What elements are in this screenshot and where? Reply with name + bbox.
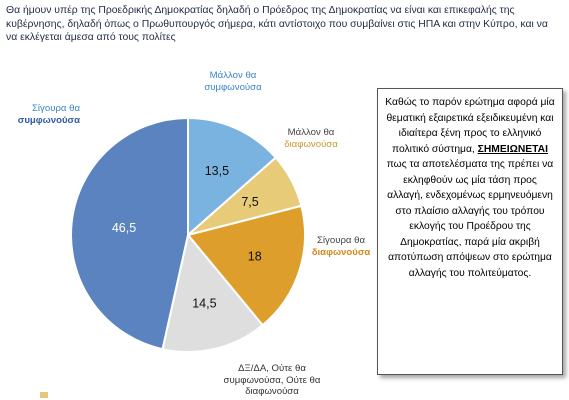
label-mallon-symfonousa-line1: Μάλλον θα: [209, 70, 257, 81]
label-sigoura-symfonousa-line2: συμφωνούσα: [17, 114, 80, 126]
label-mallon-symfonousa-line2: συμφωνούσα: [204, 81, 262, 93]
label-sigoura-symfonousa-line1: Σίγουρα θα: [32, 103, 80, 114]
value-label-mallon-diafonousa: 7,5: [241, 195, 259, 210]
note-text-2: πως τα αποτελέσματα της πρέπει να εκληφθούν ως μία τάση προς αλλαγή, ενδεχομένως ερμηνευόμενη στο πλαίσιο αλλαγής του τρόπου εκλογής του Προέδρου της Δημοκρατίας, παρά μία ακριβή αποτύπωση απόψεων στο ερώτημα αλλαγής του πολιτεύματος.: [386, 159, 554, 279]
label-sigoura-symfonousa: [0, 103, 80, 126]
label-mallon-symfonousa: [188, 70, 278, 93]
label-sigoura-diafonousa-line2: διαφωνούσα: [311, 246, 371, 258]
note-emphasis: ΣΗΜΕΙΩΝΕΤΑΙ: [477, 143, 548, 155]
value-label-dxda: 14,5: [192, 296, 217, 311]
value-label-mallon-symfonousa: 13,5: [204, 164, 230, 179]
value-label-sigoura-diafonousa: 18: [247, 249, 262, 264]
label-dxda-line3: διαφωνούσα: [245, 386, 299, 397]
methodology-note: [377, 88, 563, 375]
label-dxda-line1: ΔΞ/ΔΑ, Ούτε θα: [238, 363, 306, 374]
label-dxda-line2: συμφωνούσα, Ούτε θα: [223, 374, 321, 386]
label-mallon-diafonousa: [271, 127, 351, 150]
label-mallon-diafonousa-line2: διαφωνούσα: [284, 138, 338, 150]
label-sigoura-diafonousa: [306, 235, 376, 258]
value-label-sigoura-symfonousa: 46,5: [111, 220, 137, 235]
label-mallon-diafonousa-line1: Μάλλον θα: [287, 127, 335, 138]
note-text-1: Καθώς το παρόν ερώτημα αφορά μία θεματική εξαιρετικά εξειδικευμένη και ιδιαίτερα ξένη προς το ελληνικό πολιτικό σύστημα,: [385, 97, 555, 155]
footer-decoration: [40, 392, 48, 398]
label-sigoura-diafonousa-line1: Σίγουρα θα: [317, 235, 365, 246]
label-dxda: [212, 363, 332, 398]
question-text: Θα ήμουν υπέρ της Προεδρικής Δημοκρατίας δηλαδή ο Πρόεδρος της Δημοκρατίας να είναι και επικεφαλής της κυβέρνησης, δηλαδή όπως ο Πρωθυπουργός σήμερα, κάτι αντίστοιχο που συμβαίνει στις ΗΠΑ και στην Κύπρο, και να να εκλέγεται άμεσα από τους πολίτες: [6, 5, 548, 43]
